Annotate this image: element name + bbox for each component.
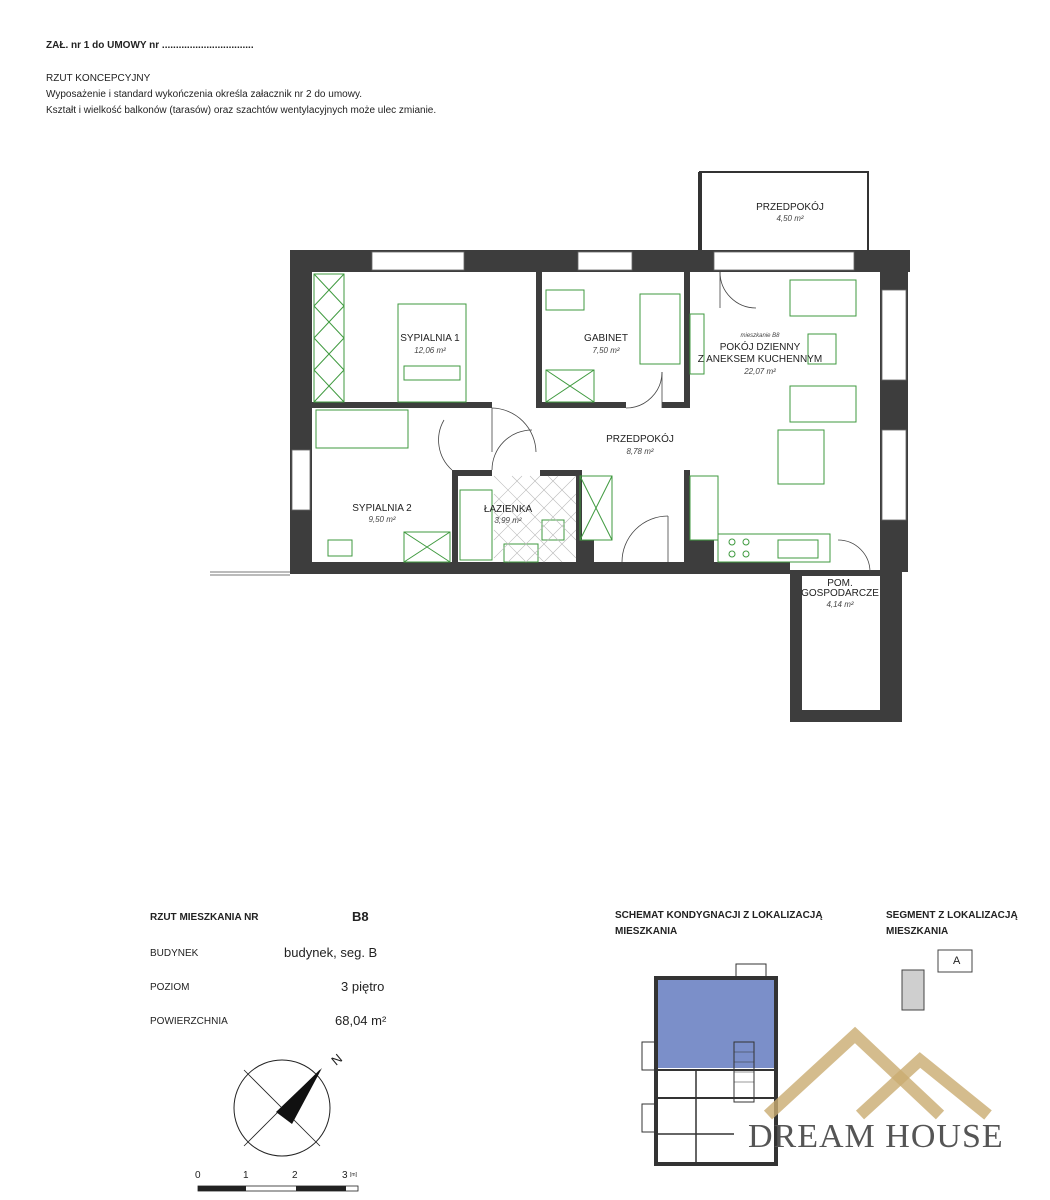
outer-walls	[290, 250, 910, 722]
annex-header: ZAŁ. nr 1 do UMOWY nr .................................	[46, 40, 254, 51]
logo-text: DREAM HOUSE	[748, 1118, 1004, 1155]
budynek-label: BUDYNEK	[150, 948, 199, 959]
room-dzienny-tag: mieszkanie B8	[740, 333, 780, 339]
room-sypialnia2-name: SYPIALNIA 2	[352, 503, 412, 514]
scale-tick-0: 0	[195, 1170, 201, 1181]
room-pom-line2: GOSPODARCZE	[801, 588, 879, 599]
logo-roofs	[760, 1020, 1000, 1130]
room-sypialnia1-area: 12,06 m²	[414, 346, 446, 355]
compass-rose	[228, 1050, 348, 1160]
powierzchnia-label: POWIERZCHNIA	[150, 1016, 228, 1027]
room-lazienka-area: 3,99 m²	[494, 516, 522, 525]
terrace-line	[210, 572, 290, 575]
scale-unit: [m]	[350, 1172, 357, 1178]
room-gabinet-area: 7,50 m²	[592, 346, 620, 355]
schemat-title-line1: SCHEMAT KONDYGNACJI Z LOKALIZACJĄ	[615, 910, 823, 921]
standard-note: Wyposażenie i standard wykończenia określa załacznik nr 2 do umowy.	[46, 89, 362, 100]
room-balkon-area: 4,50 m²	[776, 214, 804, 223]
scale-tick-2: 2	[292, 1170, 298, 1181]
segment-title-line2: MIESZKANIA	[886, 926, 949, 937]
room-dzienny-line2: Z ANEKSEM KUCHENNYM	[697, 354, 823, 365]
budynek-value: budynek, seg. B	[284, 945, 378, 960]
poziom-value: 3 piętro	[341, 979, 385, 994]
compass-north: N	[328, 1050, 346, 1069]
rzut-value: B8	[352, 909, 369, 924]
segment-title-line1: SEGMENT Z LOKALIZACJĄ	[886, 910, 1018, 921]
scale-bar	[190, 1180, 360, 1196]
room-pom-area: 4,14 m²	[826, 600, 854, 609]
scale-tick-3: 3	[342, 1170, 348, 1181]
plan-type-label: RZUT KONCEPCYJNY	[46, 73, 151, 84]
room-przedpokoj-area: 8,78 m²	[626, 447, 654, 456]
segment-marker: A	[953, 955, 961, 967]
shape-note: Kształt i wielkość balkonów (tarasów) oraz szachtów wentylacyjnych może ulec zmianie.	[46, 105, 437, 116]
segment-schema	[894, 944, 984, 1016]
room-pom-line1: POM.	[827, 578, 853, 589]
room-balkon-name: PRZEDPOKÓJ	[756, 202, 824, 213]
room-sypialnia1-name: SYPIALNIA 1	[400, 333, 460, 344]
room-sypialnia2-area: 9,50 m²	[368, 515, 396, 524]
rzut-label: RZUT MIESZKANIA NR	[150, 912, 259, 923]
room-przedpokoj-name: PRZEDPOKÓJ	[606, 434, 674, 445]
room-gabinet-name: GABINET	[584, 333, 628, 344]
room-dzienny-area: 22,07 m²	[744, 367, 776, 376]
poziom-label: POZIOM	[150, 982, 190, 993]
room-lazienka-name: ŁAZIENKA	[483, 504, 533, 515]
schemat-title-line2: MIESZKANIA	[615, 926, 678, 937]
scale-tick-1: 1	[243, 1170, 249, 1181]
room-dzienny-line1: POKÓJ DZIENNY	[719, 342, 801, 353]
powierzchnia-value: 68,04 m²	[335, 1013, 387, 1028]
